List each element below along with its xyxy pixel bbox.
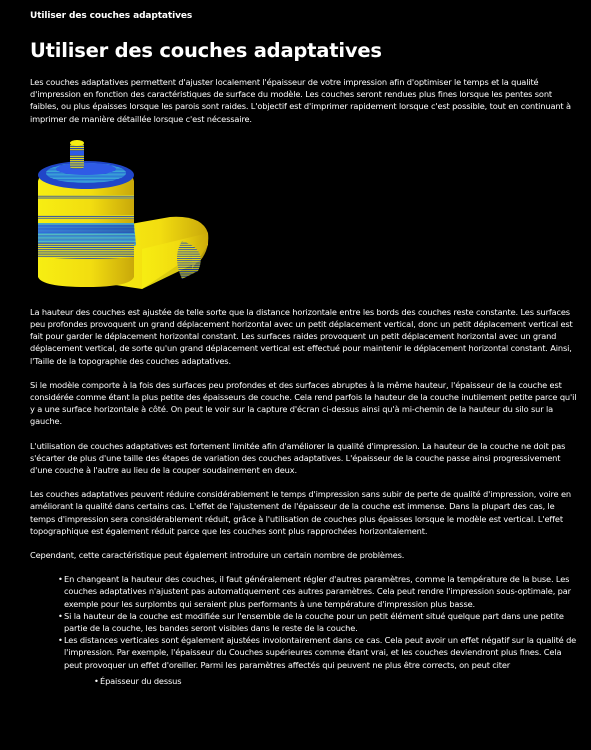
page-title: Utiliser des couches adaptatives — [30, 39, 382, 62]
sub-list-item[interactable]: • Épaisseur du dessus — [94, 675, 580, 687]
paragraph-2: La hauteur des couches est ajustée de telle sorte que la distance horizontale entre les bords des couches reste constante. Les surfaces peu profondes provoquent un grand déplacement horizontal avec un petit déplacement vertical, donc un petit déplacement vertical est fait pour garder le déplacement horizontal constant. Les surfaces raides provoquent un petit déplacement horizontal avec un grand déplacement vertical, de sorte qu'un grand déplacement vertical est effectué pour maintenir le déplacement horizontal constant. Ainsi, l'Taille de la topographie des couches adaptatives. — [30, 306, 573, 366]
list-item — [58, 634, 580, 687]
adaptive-layers-model-image — [32, 137, 212, 291]
affected-settings-list — [64, 675, 580, 687]
paragraph-3: Si le modèle comporte à la fois des surfaces peu profondes et des surfaces abruptes à la même hauteur, l'épaisseur de la couche est considérée comme étant la plus petite des épaisseurs de couche. Cela rend parfois la hauteur de la couche inutilement petite parce qu'il y a une surface horizontale à côté. On peut le voir sur la capture d'écran ci-dessus ainsi qu'à mi-chemin de la hauteur du silo sur la gauche. — [30, 379, 577, 427]
article-body — [30, 76, 580, 687]
paragraph-6: Cependant, cette caractéristique peut également introduire un certain nombre de problèmes. — [30, 550, 405, 561]
paragraph-5: Les couches adaptatives peuvent réduire considérablement le temps d'impression sans subir de perte de qualité d'impression, voire en améliorant la qualité dans certains cas. L'effet de l'ajustement de l'épaisseur de la couche est immense. Dans la plupart des cas, le temps d'impression sera considérablement réduit, grâce à l'utilisation de couches plus épaisses lorsque le modèle est vertical. L'effet topographique est également réduit parce que les couches sont plus rapprochées horizontalement. — [30, 489, 571, 536]
problems-list — [30, 573, 580, 687]
list-item: • Si la hauteur de la couche est modifiée sur l'ensemble de la couche pour un petit élément situé quelque part dans une petite partie de la couche, les bandes seront visibles dans le reste de la couche. — [58, 610, 580, 634]
list-item-text: Les distances verticales sont également ajustées involontairement dans ce cas. Cela peut avoir un effet négatif sur la qualité de l'impression. Par exemple, l'épaisseur du Couches supérieures comme étant vrai, et les couches deviendront plus fines. Cela peut provoquer un effet d'oreiller. Parmi les paramètres affectés qui peuvent ne plus être corrects, on peut citer — [64, 635, 577, 670]
list-item: • En changeant la hauteur des couches, il faut généralement régler d'autres paramètres, comme la température de la buse. Les couches adaptatives n'ajustent pas automatiquement ces autres paramètres. Cela peut rendre l'impression sous-optimale, par exemple pour les surplombs qui seraient plus performants à une température d'impression plus basse. — [58, 573, 580, 610]
paragraph-4: L'utilisation de couches adaptatives est fortement limitée afin d'améliorer la qualité d'impression. La hauteur de la couche ne doit pas s'écarter de plus d'une taille des étapes de variation des couches adaptatives. L'épaisseur de la couche passe ainsi progressivement d'une couche à l'autre au lieu de la couper soudainement en deux. — [30, 440, 566, 476]
intro-paragraph: Les couches adaptatives permettent d'ajuster localement l'épaisseur de votre impression afin d'optimiser le temps et la qualité d'impression en fonction des caractéristiques de surface du modèle. Les couches seront rendues plus fines lorsque les pentes sont faibles, ou plus épaisses lorsque les parois sont raides. L'objectif est d'imprimer rapidement lorsque c'est possible, tout en continuant à imprimer de manière détaillée lorsque c'est nécessaire. — [30, 77, 571, 124]
breadcrumb[interactable]: Utiliser des couches adaptatives — [30, 11, 193, 21]
